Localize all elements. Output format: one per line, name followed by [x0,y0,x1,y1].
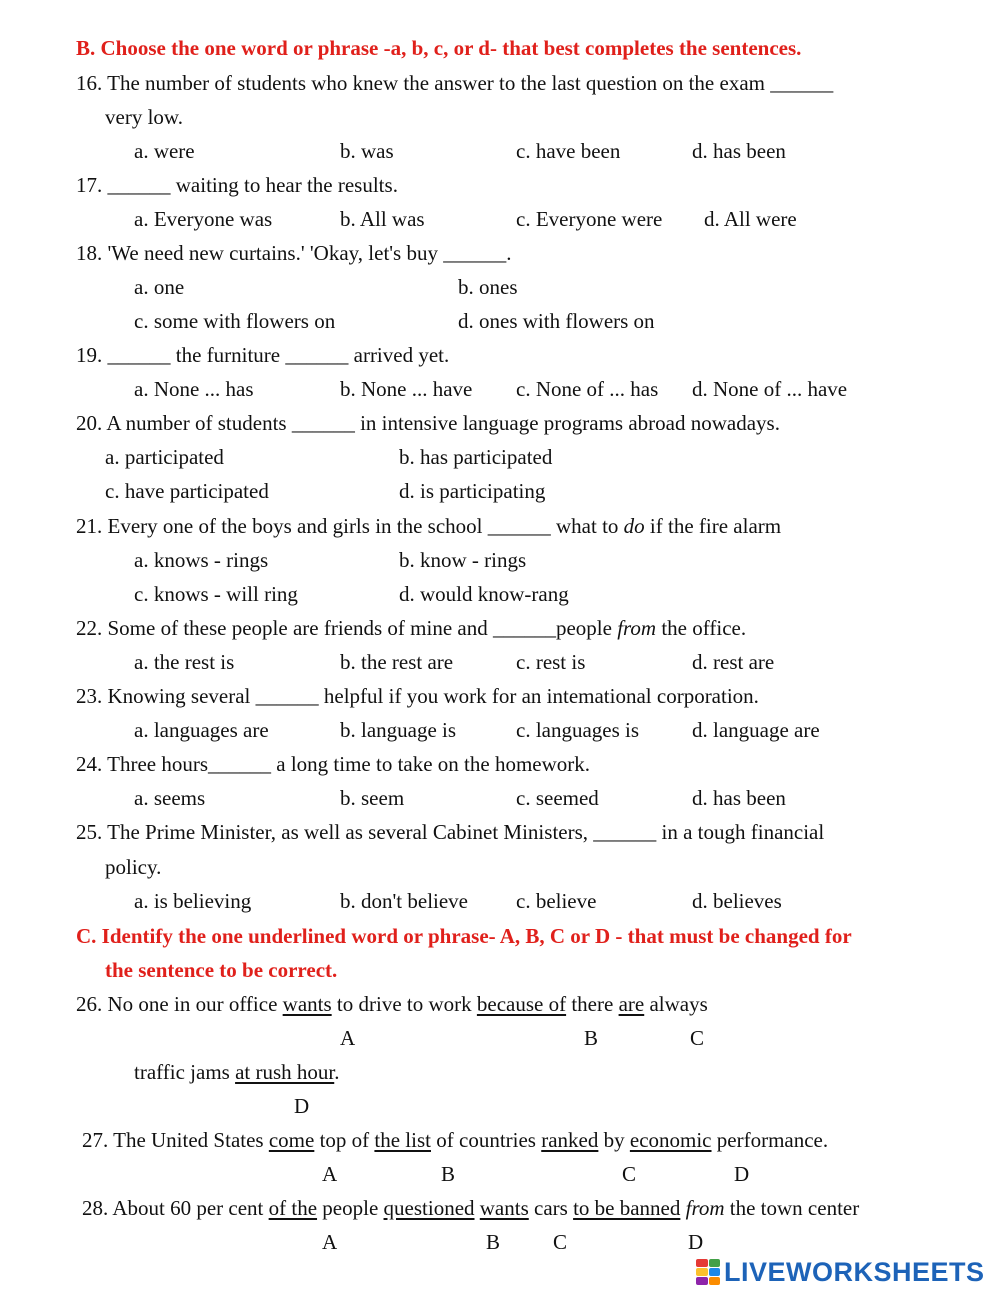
q26-underline-c[interactable]: are [618,992,645,1016]
q16-option-c[interactable]: c. have been [516,139,621,163]
q28-letter-c: C [553,1230,568,1254]
q26-letter-c: C [690,1026,705,1050]
question-17-stem: 17. ______ waiting to hear the results. [76,173,398,197]
q23-option-b[interactable]: b. language is [340,718,457,742]
question-19-stem: 19. ______ the furniture ______ arrived yet. [76,343,450,367]
q17-option-b[interactable]: b. All was [340,207,425,231]
question-16-stem-cont: very low. [105,105,183,129]
q27-letter-c: C [622,1162,637,1186]
q16-option-d[interactable]: d. has been [692,139,786,163]
q16-option-b[interactable]: b. was [340,139,394,163]
question-20-stem: 20. A number of students ______ in intensive language programs abroad nowadays. [76,411,780,435]
q25-option-a[interactable]: a. is believing [134,889,252,913]
section-c-heading: C. Identify the one underlined word or phrase- A, B, C or D - that must be changed for [76,924,852,948]
question-25-stem-cont: policy. [105,855,162,879]
question-26-stem: 26. No one in our office wants to drive to work because of there are always [76,992,708,1016]
q19-option-b[interactable]: b. None ... have [340,377,473,401]
question-24-stem: 24. Three hours______ a long time to take on the homework. [76,752,591,776]
q22-option-d[interactable]: d. rest are [692,650,775,674]
q20-option-b[interactable]: b. has participated [399,445,553,469]
q18-option-d[interactable]: d. ones with flowers on [458,309,655,333]
q25-option-d[interactable]: d. believes [692,889,782,913]
q26-underline-a[interactable]: wants [282,992,332,1016]
q21-option-a[interactable]: a. knows - rings [134,548,269,572]
q19-option-d[interactable]: d. None of ... have [692,377,848,401]
q26-underline-d[interactable]: at rush hour [235,1060,335,1084]
liveworksheets-logo-icon [696,1259,720,1285]
q17-option-a[interactable]: a. Everyone was [134,207,273,231]
q16-option-a[interactable]: a. were [134,139,195,163]
q27-underline-b[interactable]: the list [374,1128,431,1152]
q27-underline-d[interactable]: economic [629,1128,712,1152]
q17-option-c[interactable]: c. Everyone were [516,207,663,231]
q25-option-b[interactable]: b. don't believe [340,889,468,913]
q18-option-b[interactable]: b. ones [458,275,518,299]
q22-option-a[interactable]: a. the rest is [134,650,235,674]
q28-underline-a[interactable]: of the [268,1196,318,1220]
q22-option-c[interactable]: c. rest is [516,650,586,674]
q20-option-c[interactable]: c. have participated [105,479,269,503]
question-27-stem: 27. The United States come top of the list of countries ranked by economic performance. [82,1128,829,1152]
q23-option-c[interactable]: c. languages is [516,718,640,742]
q28-letter-d: D [688,1230,704,1254]
q17-option-d[interactable]: d. All were [704,207,797,231]
q23-option-d[interactable]: d. language are [692,718,820,742]
question-16-stem: 16. The number of students who knew the answer to the last question on the exam ______ [76,71,834,95]
question-21-stem: 21. Every one of the boys and girls in the school ______ what to do if the fire alarm [76,514,782,538]
q27-letter-b: B [441,1162,456,1186]
q27-letter-d: D [734,1162,750,1186]
q21-option-d[interactable]: d. would know-rang [399,582,569,606]
section-b-heading: B. Choose the one word or phrase -a, b, c, or d- that best completes the sentences. [76,36,802,60]
question-23-stem: 23. Knowing several ______ helpful if you work for an intemational corporation. [76,684,759,708]
q21-option-c[interactable]: c. knows - will ring [134,582,298,606]
q23-option-a[interactable]: a. languages are [134,718,269,742]
q18-option-a[interactable]: a. one [134,275,185,299]
q24-option-b[interactable]: b. seem [340,786,405,810]
section-c-heading-cont: the sentence to be correct. [105,958,338,982]
q20-option-a[interactable]: a. participated [105,445,224,469]
q28-underline-c[interactable]: wants [479,1196,529,1220]
q18-option-c[interactable]: c. some with flowers on [134,309,336,333]
q19-option-a[interactable]: a. None ... has [134,377,254,401]
q28-letter-b: B [486,1230,501,1254]
q28-underline-b[interactable]: questioned [383,1196,475,1220]
q24-option-a[interactable]: a. seems [134,786,206,810]
question-26-stem-cont: traffic jams at rush hour. [134,1060,340,1084]
q21-option-b[interactable]: b. know - rings [399,548,527,572]
liveworksheets-logo [696,1255,985,1289]
q22-option-b[interactable]: b. the rest are [340,650,454,674]
question-22-stem: 22. Some of these people are friends of mine and ______people from the office. [76,616,747,640]
q27-letter-a: A [322,1162,338,1186]
q26-underline-b[interactable]: because of [476,992,567,1016]
question-18-stem: 18. 'We need new curtains.' 'Okay, let's buy ______. [76,241,512,265]
q28-letter-a: A [322,1230,338,1254]
q19-option-c[interactable]: c. None of ... has [516,377,659,401]
q26-letter-d: D [294,1094,310,1118]
question-25-stem: 25. The Prime Minister, as well as several Cabinet Ministers, ______ in a tough financial [76,820,825,844]
question-28-stem: 28. About 60 per cent of the people questioned wants cars to be banned from the town center [82,1196,860,1220]
q24-option-c[interactable]: c. seemed [516,786,599,810]
q26-letter-a: A [340,1026,356,1050]
q20-option-d[interactable]: d. is participating [399,479,546,503]
q26-letter-b: B [584,1026,599,1050]
q25-option-c[interactable]: c. believe [516,889,597,913]
q24-option-d[interactable]: d. has been [692,786,786,810]
liveworksheets-logo-text: LIVEWORKSHEETS [724,1256,985,1287]
q27-underline-c[interactable]: ranked [541,1128,599,1152]
q28-underline-d[interactable]: to be banned [573,1196,681,1220]
q27-underline-a[interactable]: come [268,1128,315,1152]
